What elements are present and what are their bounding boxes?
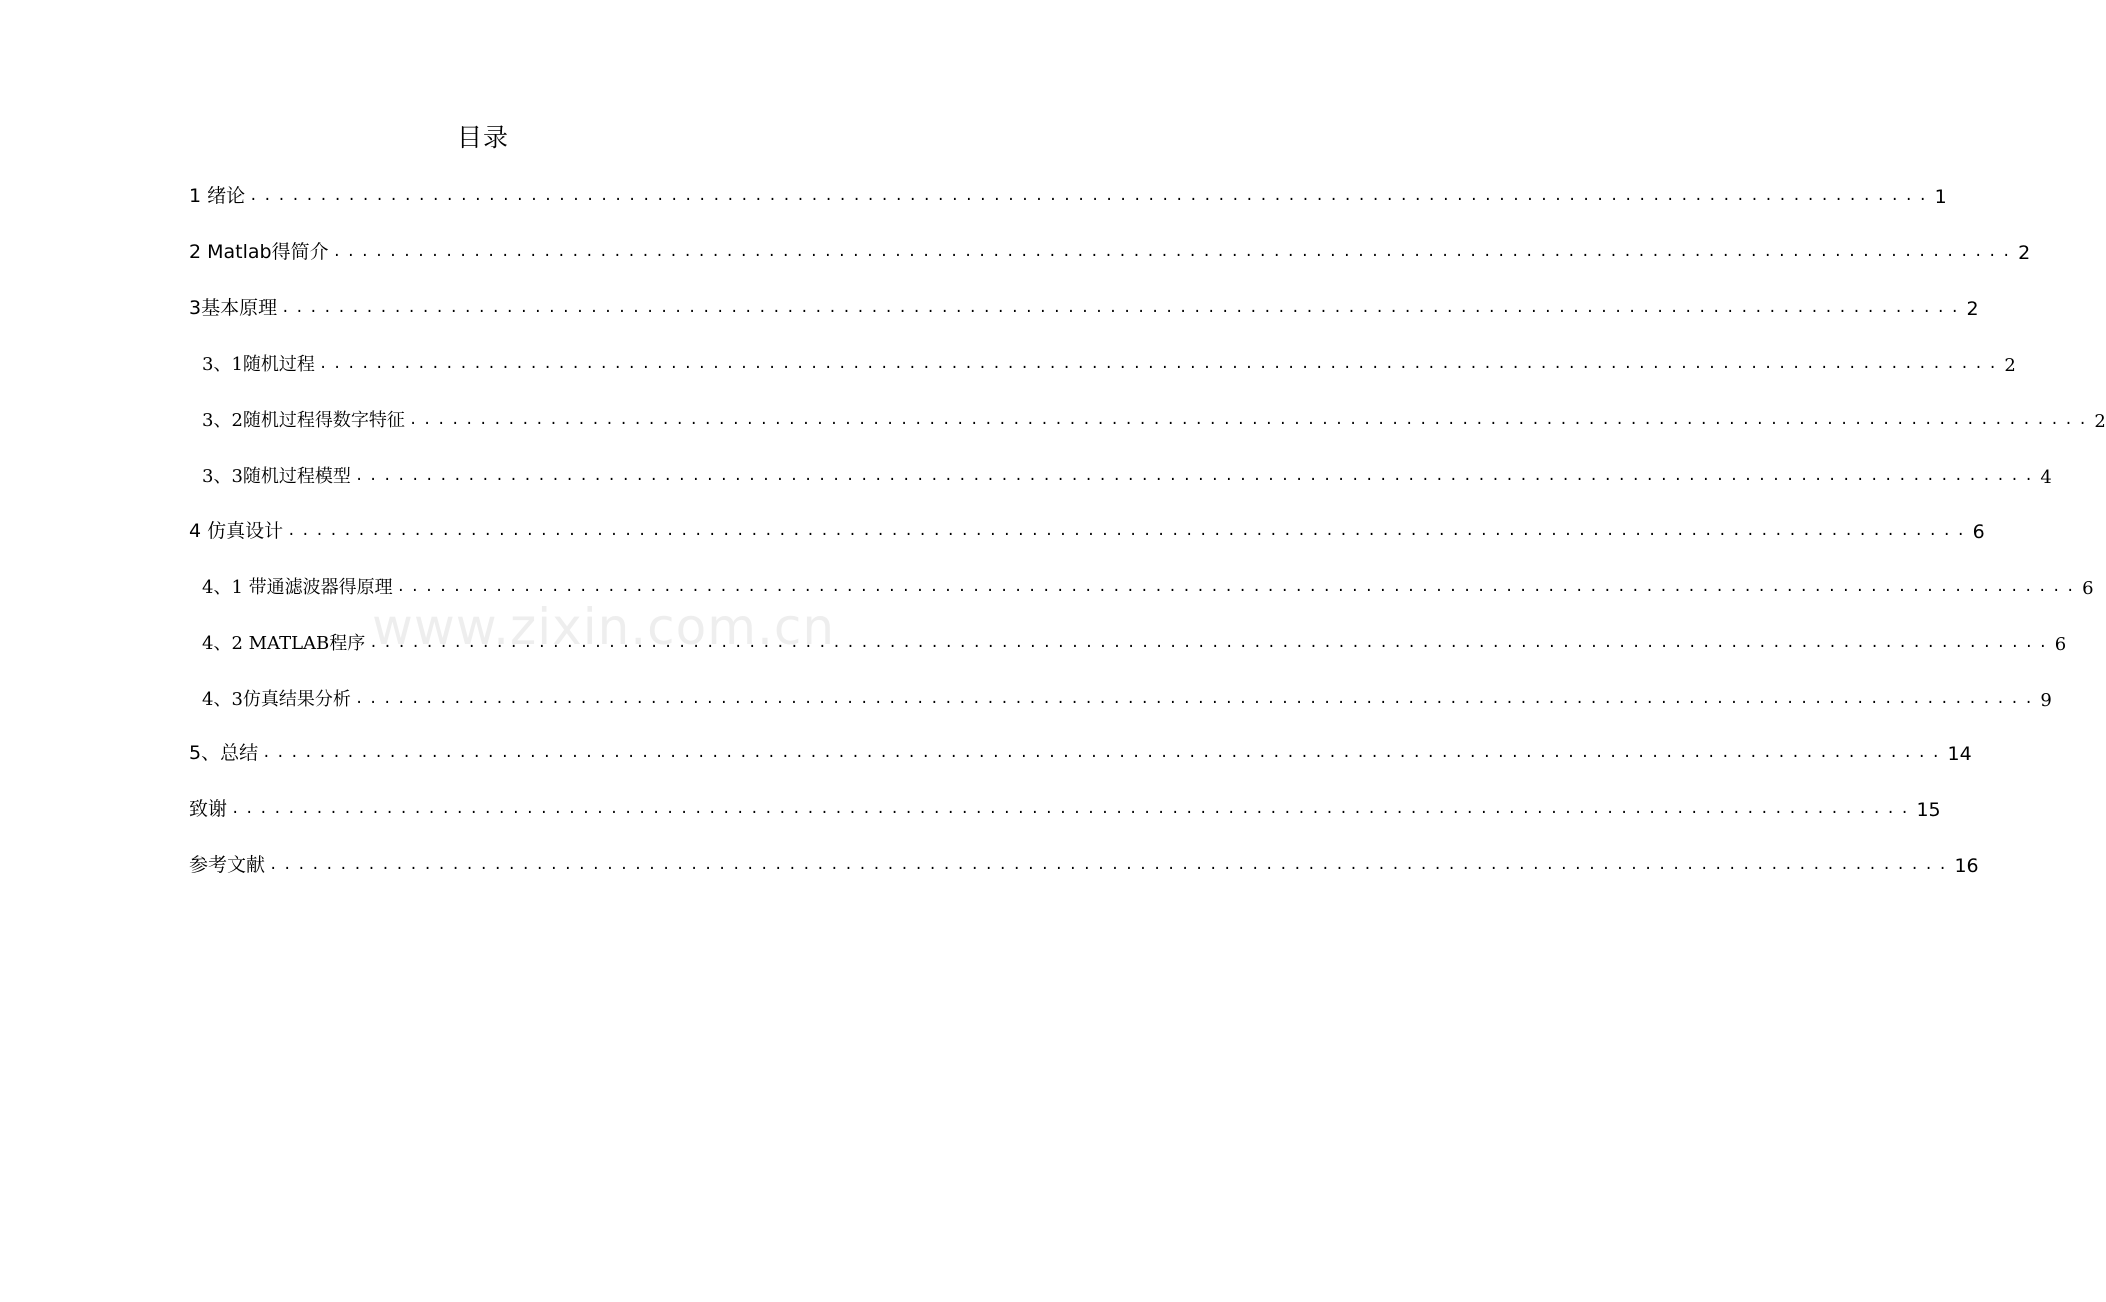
toc-dot-leader: ........................................................................................................................ xyxy=(396,579,2081,595)
toc-entry-label: 3、3随机过程模型 xyxy=(202,466,351,487)
toc-entry-page: 2 xyxy=(1966,298,1979,320)
toc-entry-label: 致谢 xyxy=(189,798,228,820)
toc-dot-leader: ........................................................................................................................ xyxy=(231,801,1915,817)
toc-dot-leader: ........................................................................................................................ xyxy=(287,523,1971,539)
toc-entry-label: 1 绪论 xyxy=(189,185,246,207)
toc-entry[interactable] xyxy=(189,180,1947,208)
toc-entry-page: 14 xyxy=(1947,743,1972,765)
toc-entry-page: 15 xyxy=(1916,799,1941,821)
toc-dot-leader: ........................................................................................................................ xyxy=(332,244,2017,260)
toc-entry-page: 16 xyxy=(1954,855,1979,877)
toc-entry-page: 2 xyxy=(2094,411,2106,432)
toc-entry-page: 1 xyxy=(1934,186,1947,208)
toc-entry-page: 6 xyxy=(1972,521,1985,543)
toc-dot-leader: ........................................................................................................................ xyxy=(354,468,2039,484)
watermark: www.zixin.com.cn xyxy=(372,598,836,656)
toc-entry[interactable] xyxy=(189,348,2016,376)
toc-entry-page: 6 xyxy=(2054,634,2067,655)
toc-entry[interactable] xyxy=(189,515,1985,543)
toc-entry[interactable] xyxy=(189,292,1979,320)
toc-entry[interactable] xyxy=(189,849,1979,877)
toc-entry[interactable] xyxy=(189,737,1972,765)
toc-entry-label: 参考文献 xyxy=(189,854,266,876)
toc-entry-label: 4、3仿真结果分析 xyxy=(202,689,351,710)
toc-entry-page: 2 xyxy=(2004,355,2016,376)
toc-dot-leader: ........................................................................................................................ xyxy=(249,188,1933,204)
toc-entry[interactable] xyxy=(189,460,2052,488)
toc-entry-page: 2 xyxy=(2018,242,2031,264)
toc-entry[interactable] xyxy=(189,571,2094,599)
toc-entry[interactable] xyxy=(189,683,2052,711)
toc-dot-leader: ........................................................................................................................ xyxy=(354,691,2039,707)
toc-entry[interactable] xyxy=(189,236,2031,264)
toc-entry-label: 2 Matlab得简介 xyxy=(189,241,329,263)
toc-dot-leader: ........................................................................................................................ xyxy=(318,356,2003,372)
toc-entry-label: 4、2 MATLAB程序 xyxy=(202,633,366,654)
toc-entry[interactable] xyxy=(189,627,2067,655)
toc-entry-label: 4 仿真设计 xyxy=(189,520,284,542)
toc-entry-page: 9 xyxy=(2040,690,2052,711)
toc-entry[interactable] xyxy=(189,793,1941,821)
toc-entry-label: 3、1随机过程 xyxy=(202,354,315,375)
toc-entry-label: 4、1 带通滤波器得原理 xyxy=(202,577,393,598)
toc-dot-leader: ........................................................................................................................ xyxy=(262,745,1946,761)
toc-entry-page: 4 xyxy=(2040,467,2052,488)
toc-dot-leader: ........................................................................................................................ xyxy=(269,857,1953,873)
toc-dot-leader: ........................................................................................................................ xyxy=(281,300,1965,316)
toc-title: 目录 xyxy=(456,123,509,152)
toc-entry-label: 3、2随机过程得数字特征 xyxy=(202,410,405,431)
toc-dot-leader: ........................................................................................................................ xyxy=(369,635,2053,651)
toc-entry-page: 6 xyxy=(2082,578,2094,599)
toc-dot-leader: ........................................................................................................................ xyxy=(408,412,2093,428)
toc-entry-label: 3基本原理 xyxy=(189,297,278,319)
toc-entry-label: 5、总结 xyxy=(189,742,259,764)
toc-entry[interactable] xyxy=(189,404,2106,432)
